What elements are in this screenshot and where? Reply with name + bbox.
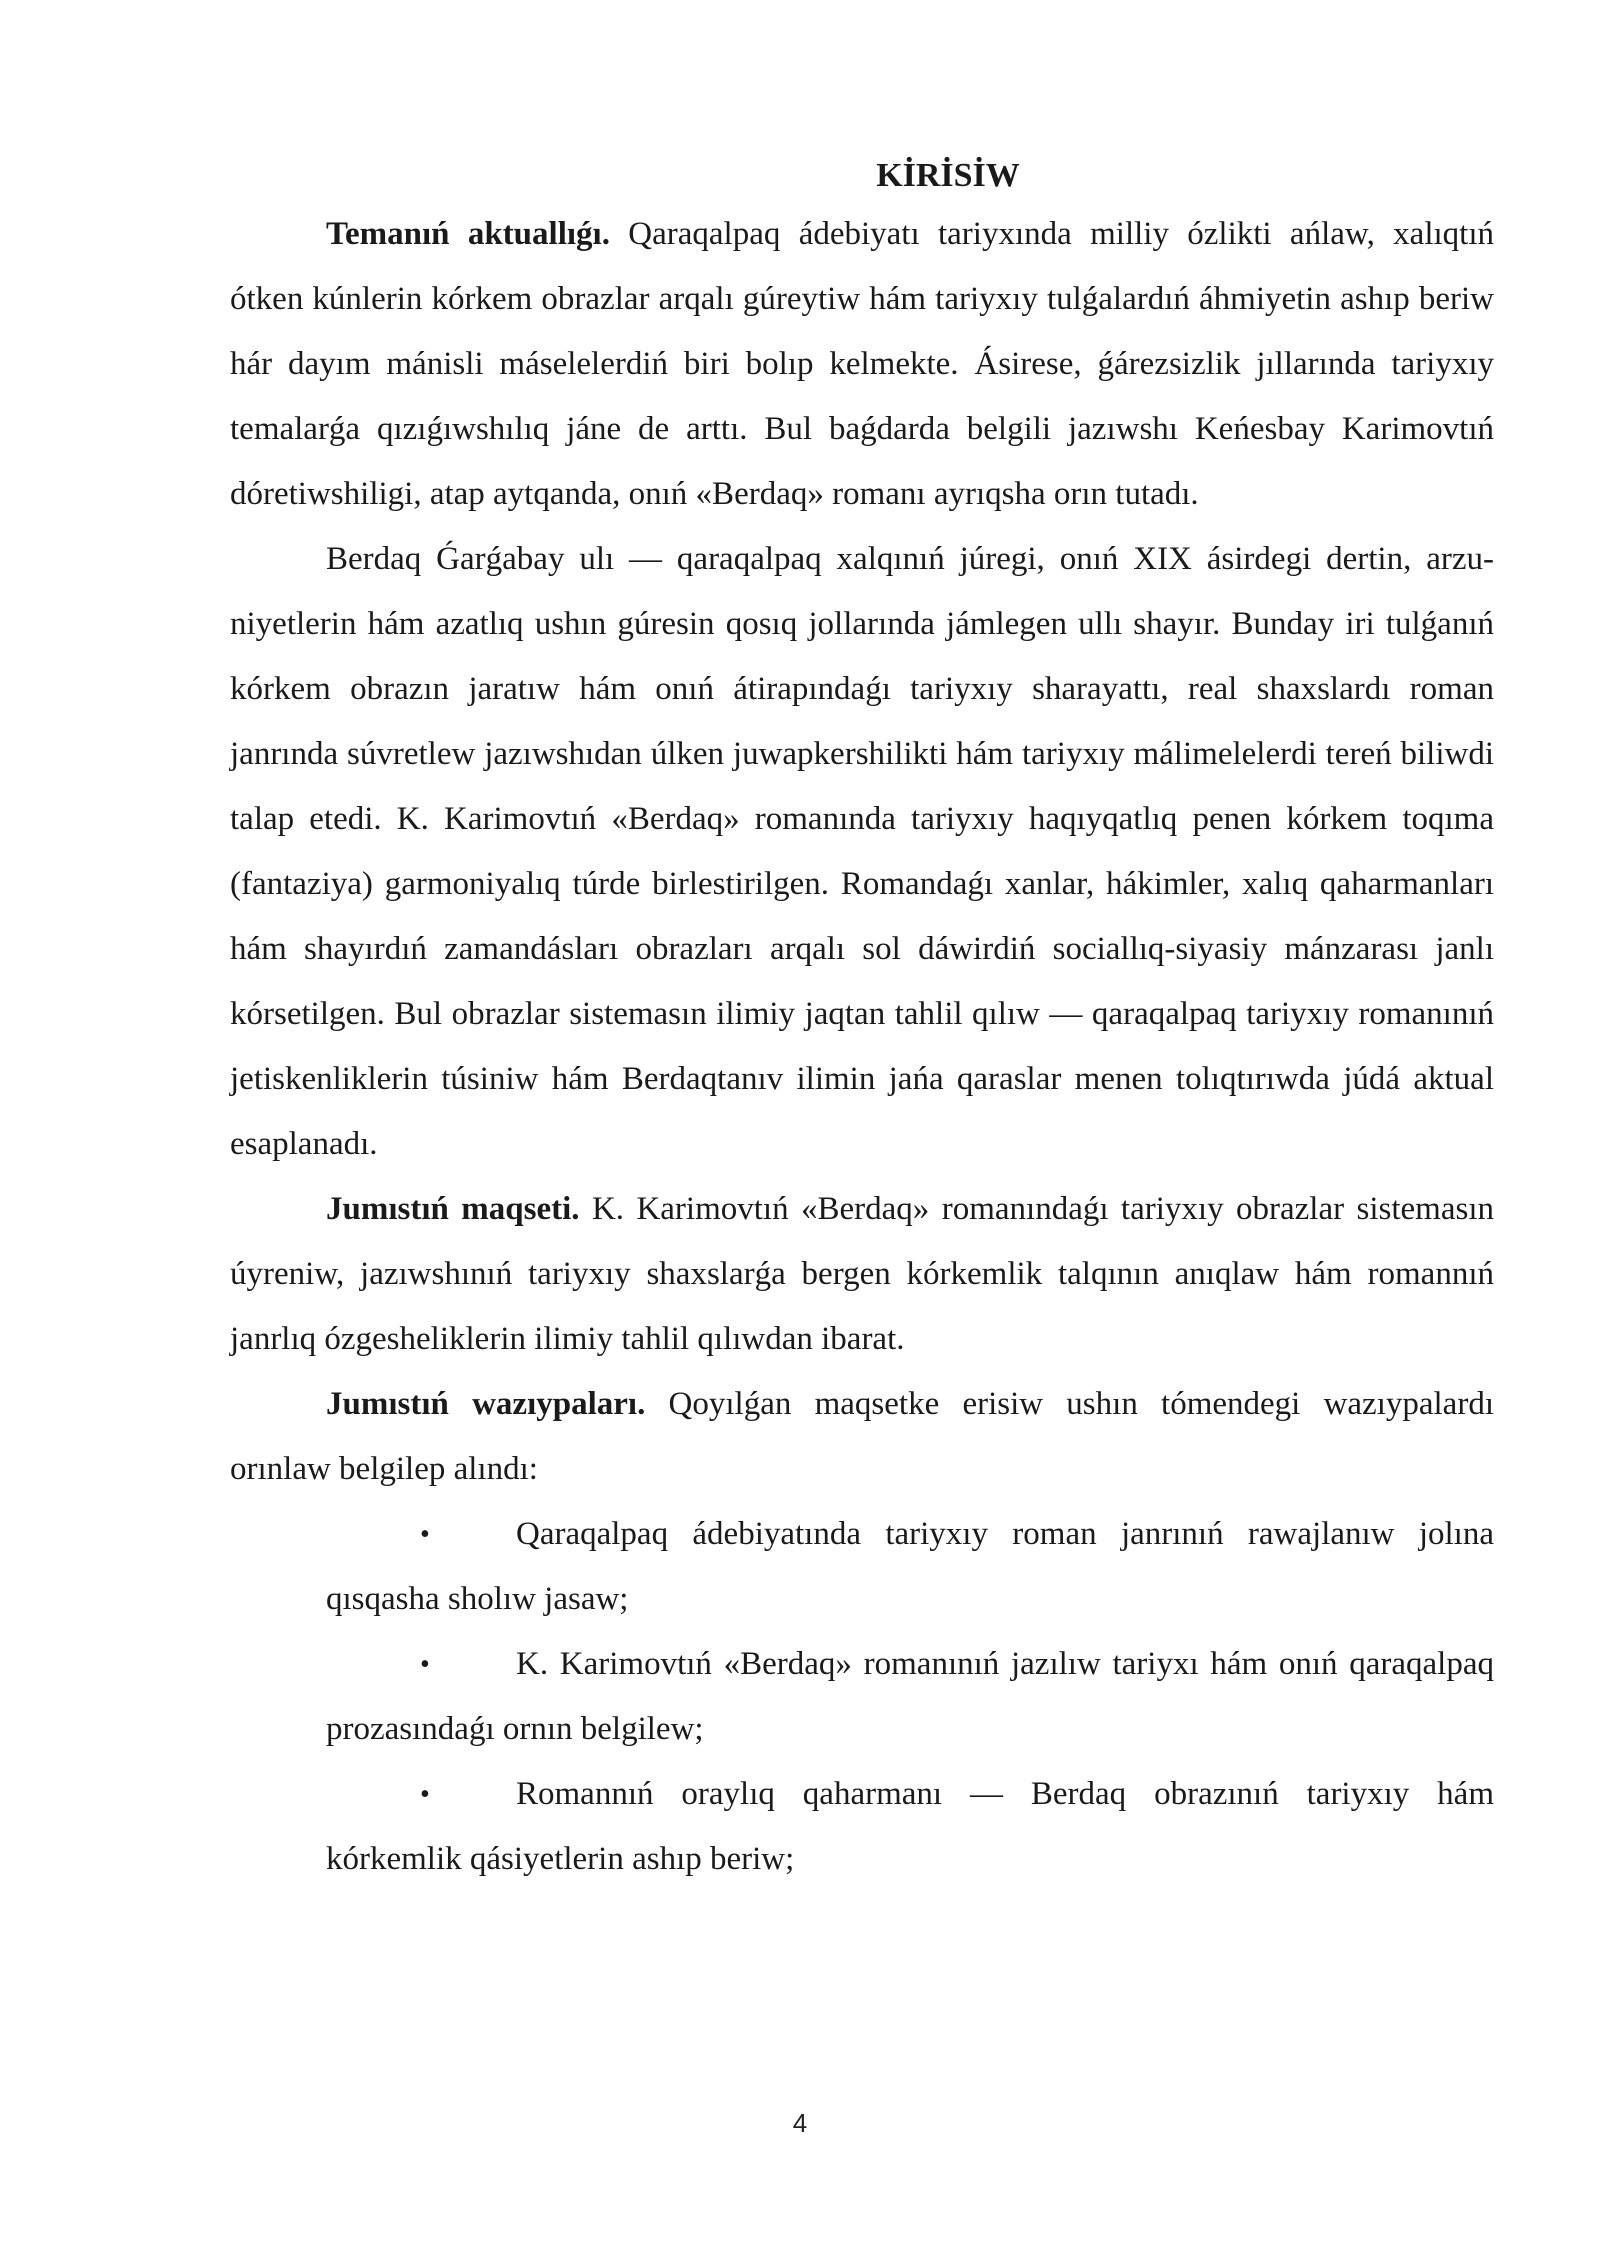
paragraph-tasks xyxy=(230,1372,1494,1502)
paragraph-lead: Temanıń aktuallıǵı. xyxy=(326,216,610,252)
list-item xyxy=(230,1632,1494,1762)
bullet-icon: • xyxy=(420,1649,430,1680)
page-number: 4 xyxy=(792,2108,808,2138)
list-item-text: Romannıń oraylıq qaharmanı — Berdaq obrazınıń tariyxıy hám kórkemlik qásiyetlerin ashıp beriw; xyxy=(326,1776,1494,1877)
paragraph-relevance xyxy=(230,202,1494,527)
paragraph-lead: Jumıstıń maqseti. xyxy=(326,1191,580,1227)
bullet-icon: • xyxy=(420,1519,430,1550)
list-item-text: K. Karimovtıń «Berdaq» romanınıń jazılıw tariyxı hám onıń qaraqalpaq prozasındaǵı ornın belgilew; xyxy=(326,1646,1494,1747)
task-list xyxy=(230,1502,1494,1892)
paragraph-berdaq xyxy=(230,527,1494,1177)
list-item xyxy=(230,1502,1494,1632)
list-item-text: Qaraqalpaq ádebiyatında tariyxıy roman janrınıń rawajlanıw jolına qısqasha sholıw jasaw; xyxy=(326,1516,1494,1617)
paragraph-text: Berdaq Ǵarǵabay ulı — qaraqalpaq xalqınıń júregi, onıń XIX ásirdegi dertin, arzu-niyetlerin hám azatlıq ushın gúresin qosıq jollarında jámlegen ullı shayır. Bunday iri tulǵanıń kórkem obrazın jaratıw hám onıń átirapındaǵı tariyxıy sharayattı, real shaxslardı roman janrında súvretlew jazıwshıdan úlken juwapkershilikti hám tariyxıy málimelelerdi tereń biliwdi talap etedi. K. Karimovtıń «Berdaq» romanında tariyxıy haqıyqatlıq penen kórkem toqıma (fantaziya) garmoniyalıq túrde birlestirilgen. Romandaǵı xanlar, hákimler, xalıq qaharmanları hám shayırdıń zamandásları obrazları arqalı sol dáwirdiń sociallıq-siyasiy mánzarası janlı kórsetilgen. Bul obrazlar sistemasın ilimiy jaqtan tahlil qılıw — qaraqalpaq tariyxıy romanınıń jetiskenliklerin túsiniw hám Berdaqtanıv ilimin jańa qaraslar menen tolıqtırıwda júdá aktual esaplanadı. xyxy=(230,541,1494,1162)
paragraph-text: Qaraqalpaq ádebiyatı tariyxında milliy ózlikti ańlaw, xalıqtıń ótken kúnlerin kórkem obrazlar arqalı gúreytiw hám tariyxıy tulǵalardıń áhmiyetin ashıp beriw hár dayım mánisli máselelerdiń biri bolıp kelmekte. Ásirese, ǵárezsizlik jıllarında tariyxıy temalarǵa qızıǵıwshılıq jáne de arttı. Bul baǵdarda belgili jazıwshı Keńesbay Karimovtıń dóretiwshiligi, atap aytqanda, onıń «Berdaq» romanı ayrıqsha orın tutadı. xyxy=(230,216,1494,512)
list-item xyxy=(230,1762,1494,1892)
paragraph-goal xyxy=(230,1177,1494,1372)
bullet-icon: • xyxy=(420,1779,430,1810)
paragraph-lead: Jumıstıń wazıypaları. xyxy=(326,1386,646,1422)
page-body xyxy=(230,150,1494,1892)
section-heading: KİRİSİW xyxy=(876,157,1020,194)
paragraph-text: Qoyılǵan maqsetke erisiw ushın tómendegi wazıypalardı orınlaw belgilep alındı: xyxy=(230,1386,1494,1487)
paragraph-text: K. Karimovtıń «Berdaq» romanındaǵı tariyxıy obrazlar sistemasın úyreniw, jazıwshınıń tariyxıy shaxslarǵa bergen kórkemlik talqının anıqlaw hám romannıń janrlıq ózgesheliklerin ilimiy tahlil qılıwdan ibarat. xyxy=(230,1191,1495,1357)
